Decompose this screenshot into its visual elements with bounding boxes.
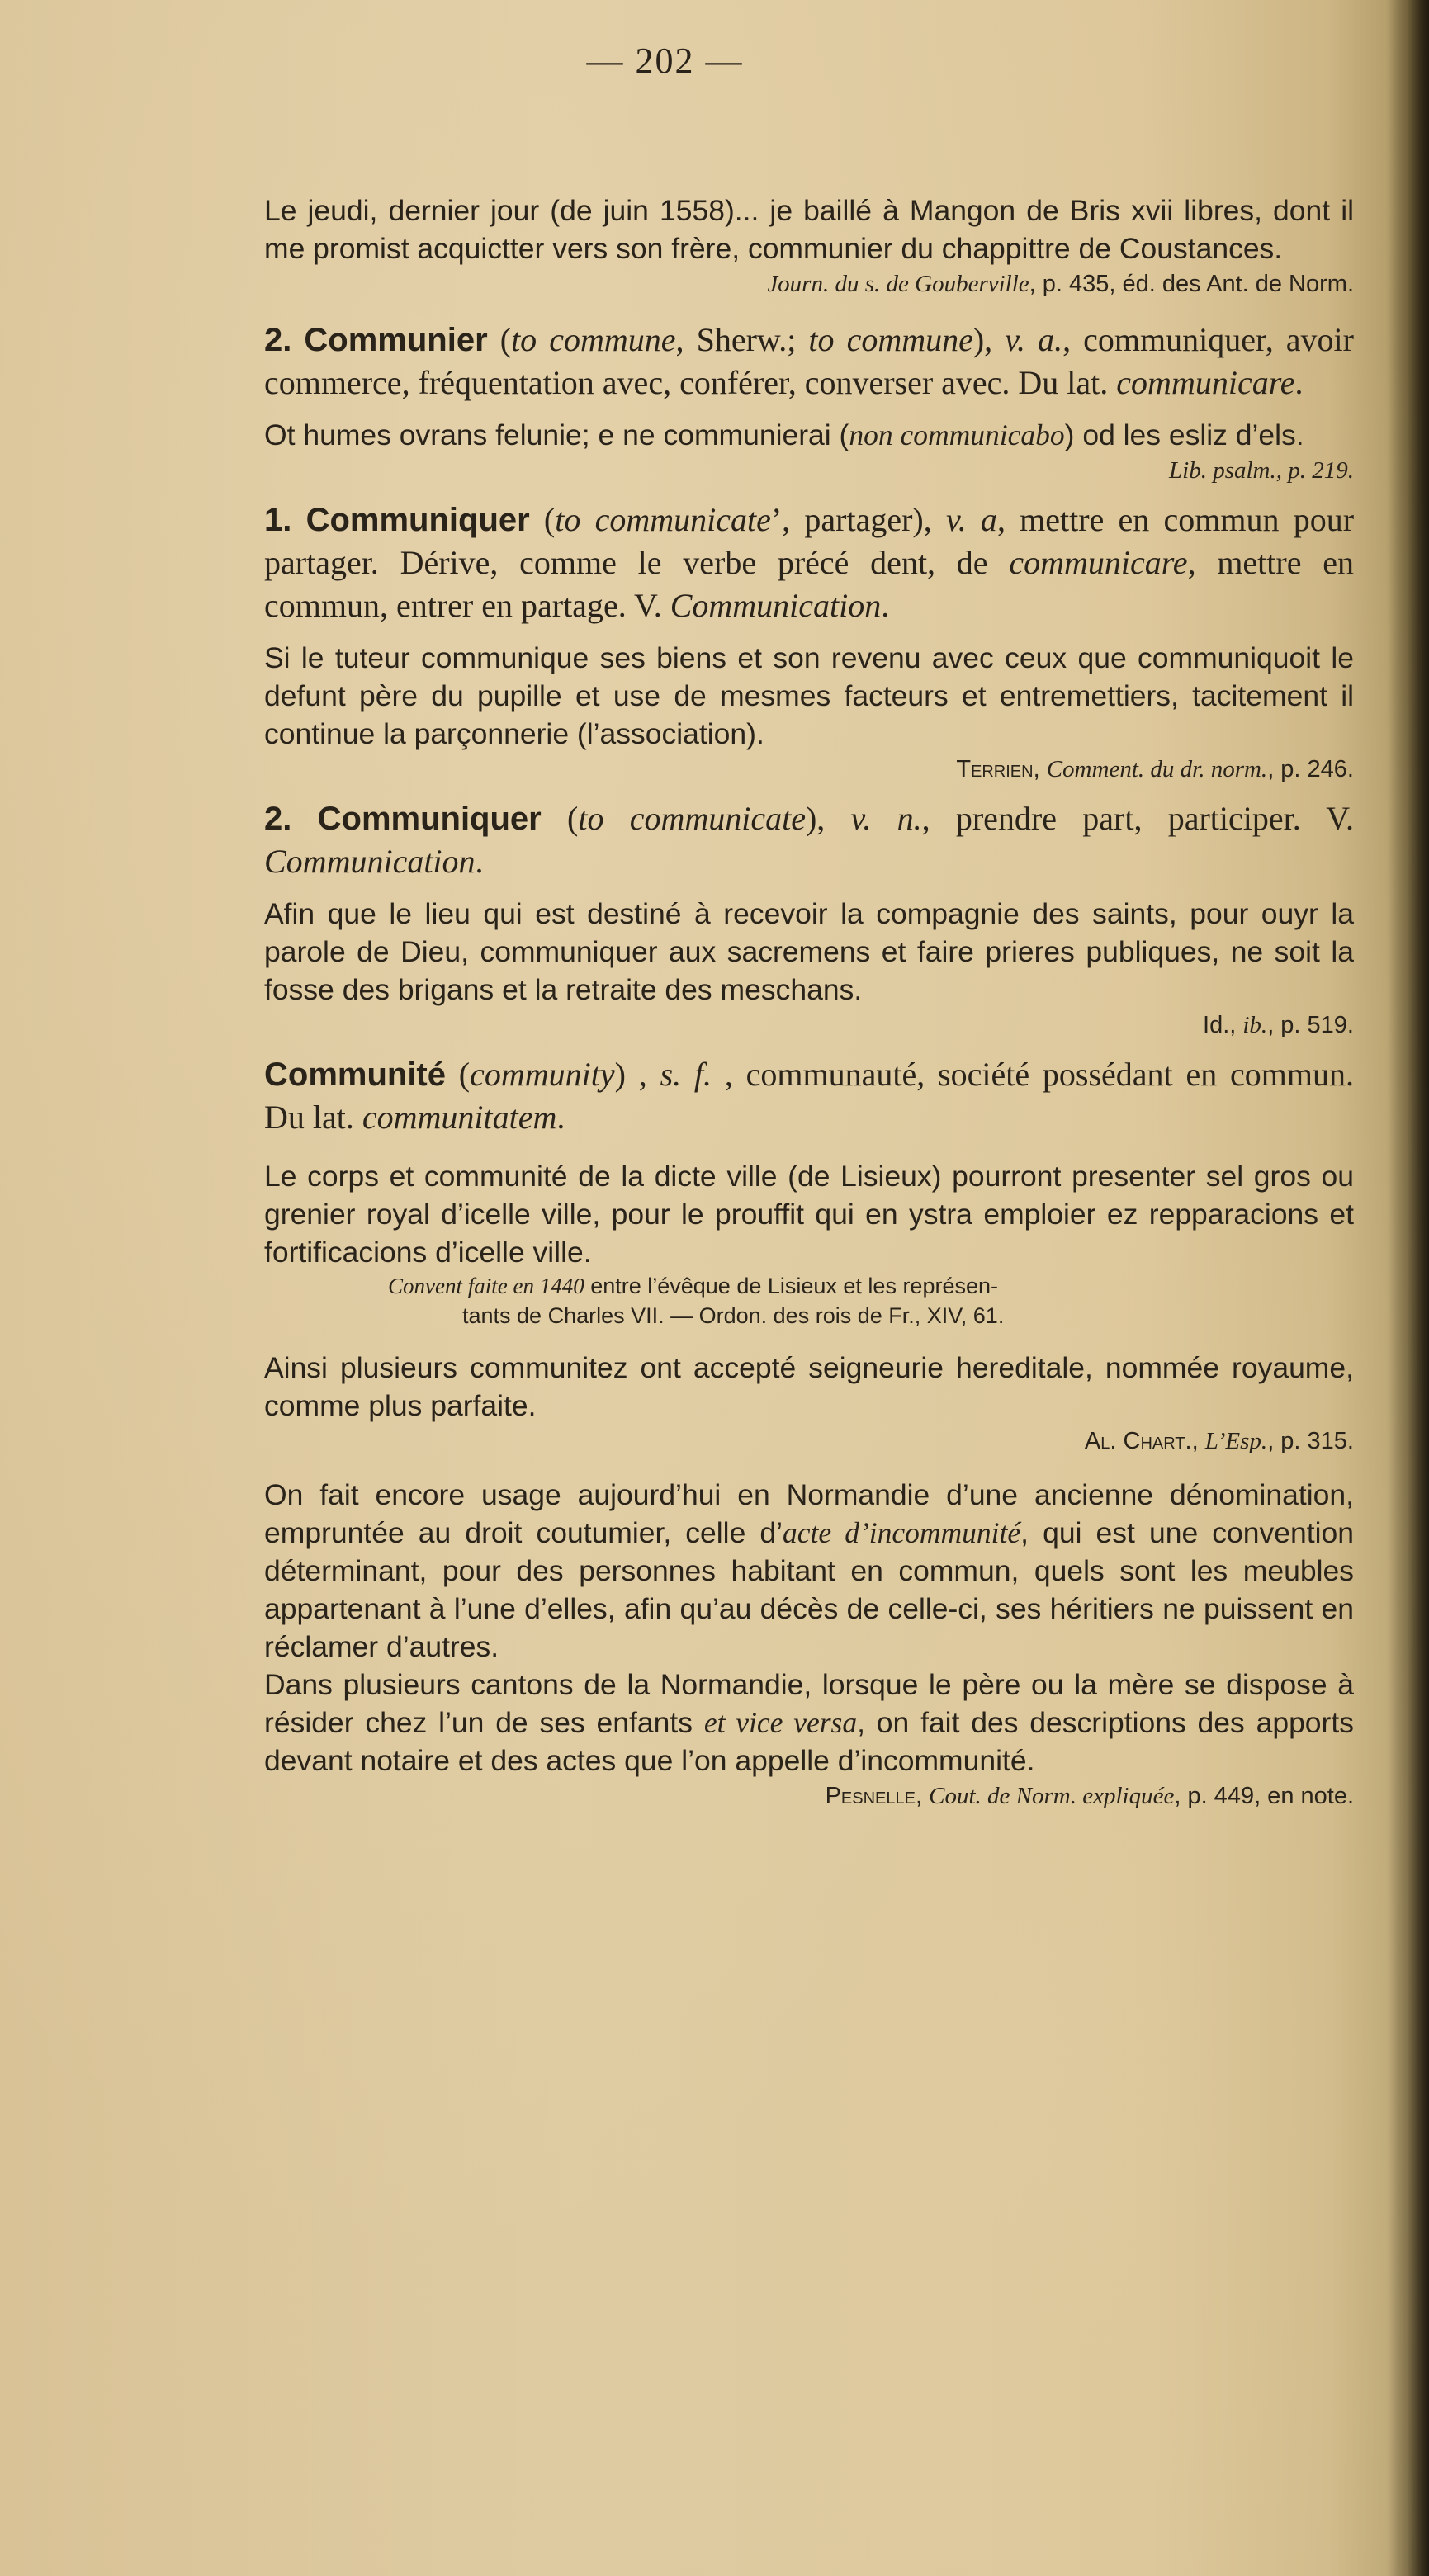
etymology: to communicate	[555, 501, 771, 538]
citation-title: L’Esp.	[1204, 1428, 1268, 1454]
punct: ,	[1191, 1428, 1205, 1454]
citation-title: Convent faite en 1440	[388, 1274, 584, 1298]
entry-communier	[264, 319, 1354, 404]
citation-rest: , p. 519.	[1267, 1012, 1354, 1038]
paren: (	[541, 800, 579, 837]
quote-term: acte d’incommunité	[783, 1516, 1021, 1549]
citation-author: Al. Chart.	[1084, 1428, 1192, 1454]
page-body	[264, 191, 1354, 1813]
entry-number: 2.	[264, 322, 292, 358]
part-of-speech: s. f.	[660, 1056, 712, 1093]
quote-gouberville	[264, 191, 1354, 267]
headword-communiquer: Communiquer	[305, 502, 530, 538]
headword-communier: Communier	[304, 322, 488, 358]
punct: ,	[916, 1783, 930, 1809]
quote-text: Si le tuteur communique ses biens et son revenu avec ceux que communiquoit le defunt père du pupille et use de mesmes facteurs et entremettiers, tacitement il continue la parçonnerie (l’association).	[264, 641, 1354, 750]
quote-text: ) od les esliz d’els.	[1064, 418, 1304, 451]
citation-gouberville	[264, 267, 1354, 300]
paren: (	[487, 321, 512, 358]
spacer	[264, 883, 1354, 895]
quote-text: Le jeudi, dernier jour (de juin 1558)... je baillé à Mangon de Bris xvii libres, dont il me promist acquictter vers son frère, communier du chappittre de Coustances.	[264, 194, 1354, 265]
entry-communite	[264, 1053, 1354, 1139]
punct: .	[1294, 364, 1304, 401]
quote-text: Ot humes ovrans felunie; e ne communierai (	[264, 418, 849, 451]
spacer	[264, 786, 1354, 797]
part-of-speech: v. a	[945, 501, 997, 538]
citation-author: Pesnelle	[825, 1783, 916, 1809]
entry-number: 1.	[264, 502, 292, 538]
paren: ),	[972, 321, 1006, 358]
page-number-text: — 202 —	[586, 40, 744, 81]
citation-title: Comment. du dr. norm.	[1046, 756, 1268, 782]
definition: , communauté, société possédant en commun. Du lat.	[264, 1056, 1354, 1136]
spacer	[264, 404, 1354, 416]
quote-terrien	[264, 639, 1354, 753]
quote-text: Afin que le lieu qui est destiné à recevoir la compagnie des saints, pour ouyr la parole de Dieu, communiquer aux sacremens et faire prieres publiques, ne soit la fosse des brigans et la retraite des meschans.	[264, 897, 1354, 1006]
citation-author: Terrien	[956, 756, 1034, 782]
citation-psalm	[264, 454, 1354, 487]
etymology: to commune	[511, 321, 676, 358]
citation-title: ib.	[1242, 1012, 1268, 1038]
punct: .	[475, 843, 484, 880]
quote-incommunite	[264, 1476, 1354, 1666]
spacer	[264, 627, 1354, 639]
latin-origin: communitatem	[362, 1099, 557, 1136]
entry-communiquer-2	[264, 797, 1354, 883]
etymology: to communicate	[578, 800, 806, 837]
entry-communiquer-1	[264, 499, 1354, 627]
citation-rest: , p. 246.	[1267, 756, 1354, 782]
citation-pesnelle	[264, 1780, 1354, 1813]
citation-convent	[264, 1271, 1354, 1331]
cross-reference: Communication	[670, 587, 882, 624]
paren: (	[446, 1056, 471, 1093]
latin-origin: communicare	[1116, 364, 1295, 401]
etymology: community	[470, 1056, 615, 1093]
quote-text: On fait encore usage aujourd’hui en Normandie d’une ancienne dénomination, empruntée au droit coutumier, celle d’	[264, 1478, 1354, 1549]
spacer	[264, 1331, 1354, 1349]
punct: .	[881, 587, 890, 624]
citation-terrien: Terrien, Comment. du dr. norm., p. 246.	[956, 756, 1354, 782]
part-of-speech: v. n.	[850, 800, 922, 837]
paren: ),	[805, 800, 851, 837]
page-number	[0, 40, 1429, 82]
definition: , communiquer, avoir commerce, fréquentation avec, conférer, converser avec. Du lat.	[264, 321, 1354, 401]
citation-id	[264, 1009, 1354, 1042]
quote-chartier	[264, 1349, 1354, 1425]
citation-title: Lib. psalm., p. 219.	[1169, 457, 1354, 484]
paren: ) ,	[614, 1056, 660, 1093]
citation-rest: , p. 449, en note.	[1174, 1783, 1354, 1809]
spacer	[264, 1458, 1354, 1476]
citation-rest: entre l’évêque de Lisieux et les représen-	[584, 1274, 998, 1298]
etymology: to commune	[808, 321, 973, 358]
punct: .	[556, 1099, 565, 1136]
definition: , mettre en commun, entrer en partage. V.	[264, 544, 1354, 624]
entry-number: 2.	[264, 801, 292, 837]
quote-psalm	[264, 416, 1354, 454]
citation-chartier	[264, 1425, 1354, 1458]
quote-latin: non communicabo	[849, 418, 1065, 451]
spacer	[264, 1042, 1354, 1053]
quote-lisieux	[264, 1157, 1354, 1271]
citation-title: Journ. du s. de Gouberville	[767, 271, 1029, 297]
spacer	[264, 487, 1354, 499]
quote-terrien-2	[264, 895, 1354, 1009]
quote-text: , qui est une convention déterminant, pour des personnes habitant en commun, quels sont les meubles appartenant à l’une d’elles, afin qu’au décès de celle-ci, ses héritiers ne puissent en réclamer d’autres.	[264, 1516, 1354, 1663]
citation-author: Id.,	[1203, 1012, 1243, 1038]
etymology-rest: ’, partager),	[770, 501, 946, 538]
citation-rest-line2: tants de Charles VII. — Ordon. des rois de Fr., XIV, 61.	[462, 1303, 1005, 1328]
quote-text: Le corps et communité de la dicte ville (de Lisieux) pourront presenter sel gros ou grenier royal d’icelle ville, pour le prouffit qui en ystra emploier ez repparacions et fortificacions d’icelle ville.	[264, 1160, 1354, 1269]
book-binding-edge	[1389, 0, 1429, 2576]
etymology-source: , Sherw.;	[675, 321, 809, 358]
citation-rest: , p. 435, éd. des Ant. de Norm.	[1029, 271, 1354, 297]
headword-communite: Communité	[264, 1056, 446, 1093]
spacer	[264, 300, 1354, 319]
citation-rest: , p. 315.	[1267, 1428, 1354, 1454]
headword-communiquer: Communiquer	[317, 801, 542, 837]
quote-text: Dans plusieurs cantons de la Normandie, lorsque le père ou la mère se dispose à résider chez l’un de ses enfants	[264, 1668, 1354, 1739]
definition: , mettre en commun pour partager. Dérive, comme le verbe précé dent, de	[264, 501, 1355, 581]
definition: , prendre part, participer. V.	[921, 800, 1354, 837]
quote-text: , on fait des descriptions des apports devant notaire et des actes que l’on appelle d’incommunité.	[264, 1706, 1354, 1777]
part-of-speech: v. a.	[1005, 321, 1063, 358]
quote-pesnelle	[264, 1666, 1354, 1780]
quote-term: et vice versa	[703, 1706, 858, 1739]
quote-text: Ainsi plusieurs communitez ont accepté seigneurie hereditale, nommée royaume, comme plus parfaite.	[264, 1351, 1354, 1422]
paren: (	[529, 501, 556, 538]
citation-title: Cout. de Norm. expliquée	[929, 1783, 1175, 1809]
latin-origin: communicare	[1009, 544, 1188, 581]
cross-reference: Communication	[264, 843, 476, 880]
spacer	[264, 1139, 1354, 1157]
